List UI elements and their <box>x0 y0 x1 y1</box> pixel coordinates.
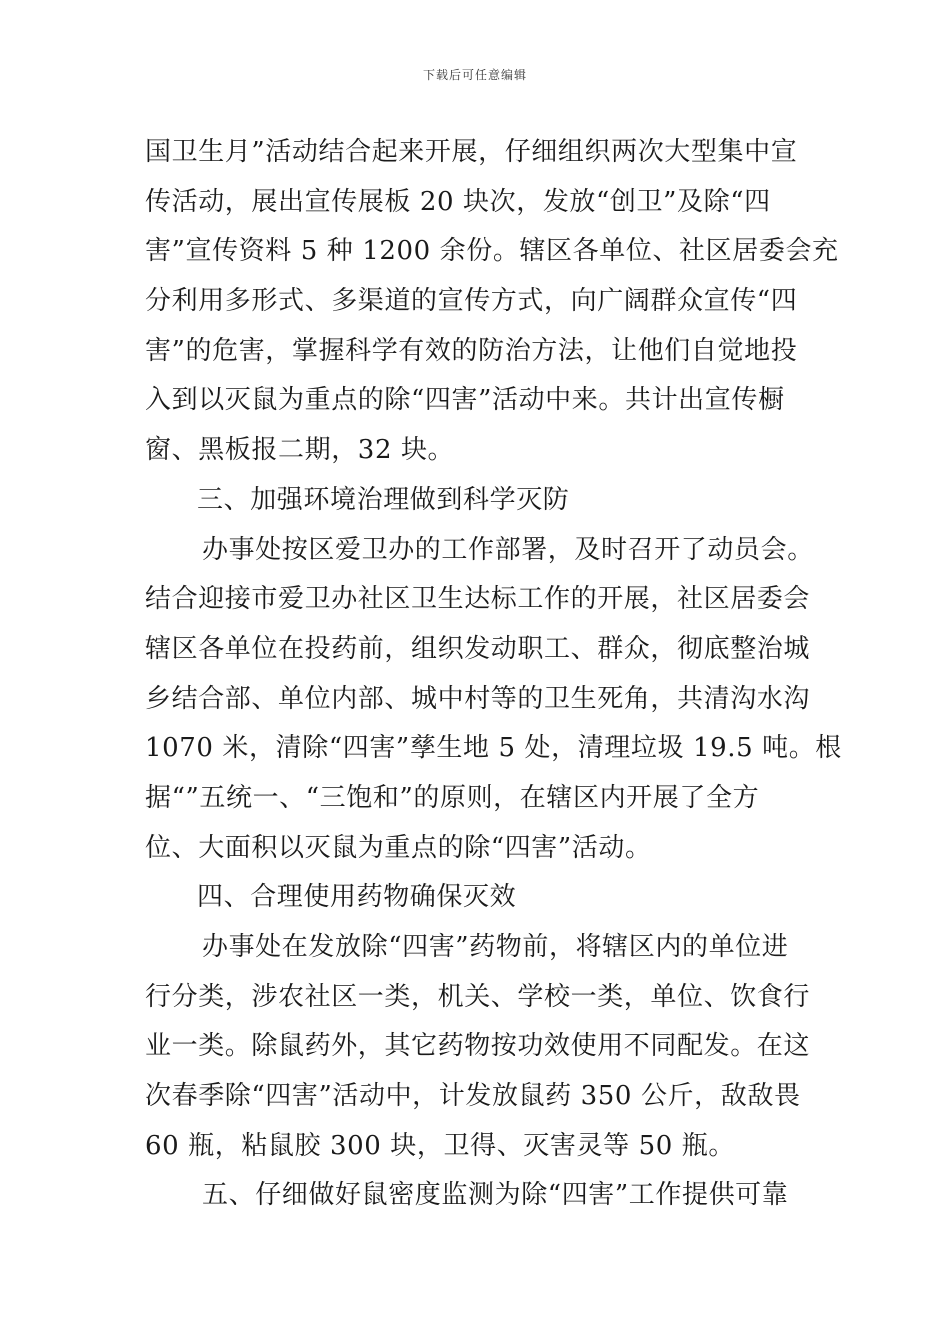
text-line: 业一类。除鼠药外，其它药物按功效使用不同配发。在这 <box>145 1031 811 1062</box>
text-line: 办事处按区爱卫办的工作部署，及时召开了动员会。 <box>202 534 814 565</box>
section-heading: 三、加强环境治理做到科学灭防 <box>197 484 570 515</box>
text-line: 传活动，展出宣传展板 20 块次，发放“创卫”及除“四 <box>145 186 771 217</box>
text-line: 分利用多形式、多渠道的宣传方式，向广阔群众宣传“四 <box>145 286 798 317</box>
text-line: 行分类，涉农社区一类，机关、学校一类，单位、饮食行 <box>145 981 811 1012</box>
text-line: 位、大面积以灭鼠为重点的除“四害”活动。 <box>145 832 652 863</box>
text-line: 结合迎接市爱卫办社区卫生达标工作的开展，社区居委会 <box>145 584 811 615</box>
text-line: 乡结合部、单位内部、城中村等的卫生死角，共清沟水沟 <box>145 683 811 714</box>
section-heading: 五、仔细做好鼠密度监测为除“四害”工作提供可靠 <box>202 1180 789 1211</box>
section-heading: 四、合理使用药物确保灭效 <box>197 882 517 913</box>
text-line: 次春季除“四害”活动中，计发放鼠药 350 公斤，敌敌畏 <box>145 1081 801 1112</box>
text-line: 国卫生月”活动结合起来开展，仔细组织两次大型集中宣 <box>145 137 798 167</box>
text-line: 害”宣传资料 5 种 1200 余份。辖区各单位、社区居委会充 <box>145 236 839 267</box>
text-line: 据“”五统一、“三饱和”的原则，在辖区内开展了全方 <box>145 782 760 813</box>
text-line: 窗、黑板报二期，32 块。 <box>145 435 455 466</box>
text-line: 辖区各单位在投药前，组织发动职工、群众，彻底整治城 <box>145 633 811 664</box>
text-line: 1070 米，清除“四害”孳生地 5 处，清理垃圾 19.5 吨。根 <box>145 733 842 764</box>
header-note: 下载后可任意编辑 <box>422 68 527 82</box>
text-line: 害”的危害，掌握科学有效的防治方法，让他们自觉地投 <box>145 335 798 366</box>
text-line: 办事处在发放除“四害”药物前，将辖区内的单位进 <box>202 932 789 962</box>
document-body <box>145 128 842 1221</box>
text-line: 入到以灭鼠为重点的除“四害”活动中来。共计出宣传橱 <box>145 385 785 416</box>
text-line: 60 瓶，粘鼠胶 300 块，卫得、灭害灵等 50 瓶。 <box>145 1130 735 1161</box>
